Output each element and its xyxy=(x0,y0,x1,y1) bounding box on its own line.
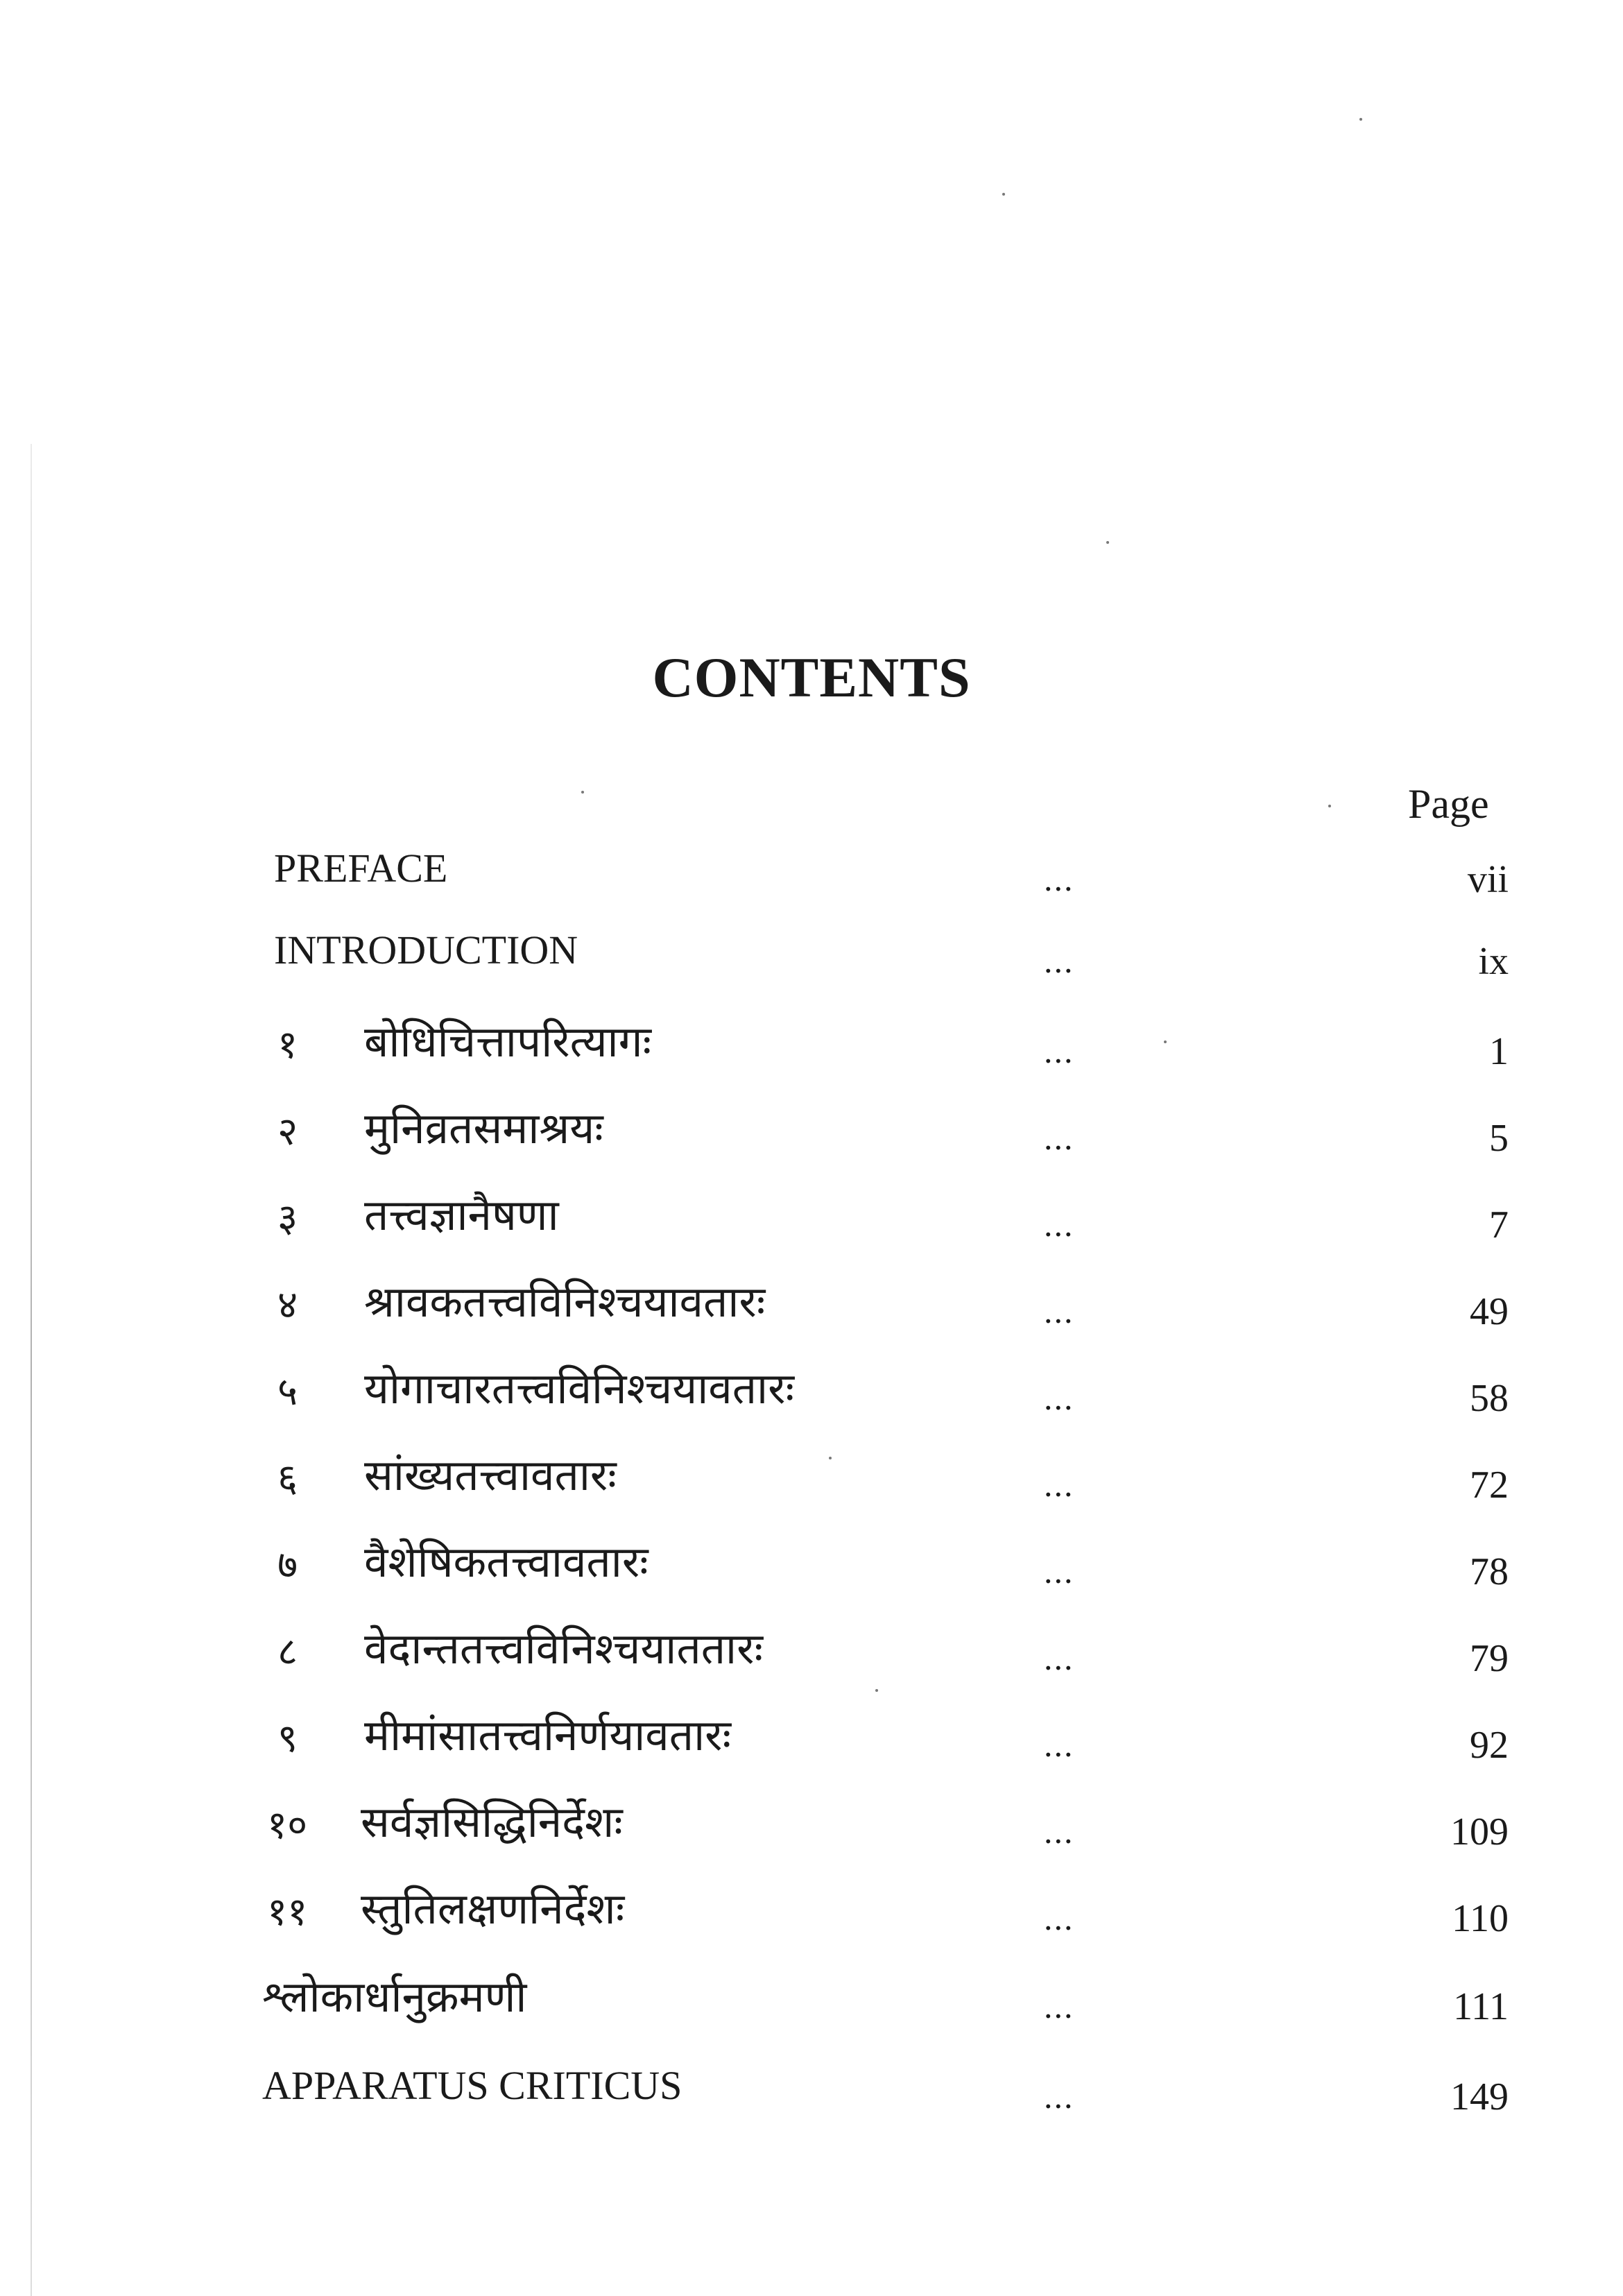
chapter-number: ६ xyxy=(277,1456,298,1501)
leader-dots: ... xyxy=(1044,2077,1074,2116)
page-number: 79 xyxy=(1470,1637,1509,1680)
entry-title: INTRODUCTION xyxy=(274,927,578,973)
entry-title: PREFACE xyxy=(274,846,448,891)
leader-dots: ... xyxy=(1044,1465,1074,1504)
toc-entry[interactable] xyxy=(0,1185,1623,1268)
entry-title: बोधिचित्तापरित्यागः xyxy=(364,1016,652,1067)
page-number: 92 xyxy=(1470,1724,1509,1767)
paper-speck xyxy=(1328,805,1331,807)
toc-entry[interactable] xyxy=(0,1792,1623,1875)
toc-entry[interactable] xyxy=(0,1878,1623,1962)
toc-entry[interactable] xyxy=(0,839,1623,923)
entry-title: मुनिव्रतसमाश्रयः xyxy=(364,1103,603,1154)
page-number: ix xyxy=(1478,940,1509,983)
page-number: 72 xyxy=(1470,1464,1509,1507)
page-number: 7 xyxy=(1489,1203,1509,1246)
leader-dots: ... xyxy=(1044,1031,1074,1070)
leader-dots: ... xyxy=(1044,1638,1074,1677)
page-number: 109 xyxy=(1450,1810,1509,1853)
chapter-number: ७ xyxy=(277,1543,298,1588)
toc-entry[interactable] xyxy=(0,1618,1623,1702)
entry-title: श्रावकतत्त्वविनिश्चयावतारः xyxy=(364,1276,766,1327)
leader-dots: ... xyxy=(1044,941,1074,980)
page-number: 78 xyxy=(1470,1550,1509,1593)
toc-entry[interactable] xyxy=(0,1011,1623,1095)
paper-speck xyxy=(1002,193,1005,196)
leader-dots: ... xyxy=(1044,1118,1074,1157)
leader-dots: ... xyxy=(1044,1987,1074,2025)
toc-entry[interactable] xyxy=(0,1532,1623,1615)
page-number: vii xyxy=(1467,858,1509,901)
entry-title: सांख्यतत्त्वावतारः xyxy=(364,1450,617,1500)
entry-title: वेदान्ततत्त्वविनिश्चयाततारः xyxy=(364,1623,763,1674)
leader-dots: ... xyxy=(1044,1378,1074,1417)
leader-dots: ... xyxy=(1044,1205,1074,1244)
toc-entry[interactable] xyxy=(0,1358,1623,1441)
paper-speck xyxy=(1106,541,1109,544)
leader-dots: ... xyxy=(1044,1552,1074,1591)
toc-entry[interactable] xyxy=(0,1967,1623,2050)
page-number: 149 xyxy=(1450,2075,1509,2118)
entry-title: मीमांसातत्त्वनिर्णयावतारः xyxy=(364,1710,732,1760)
toc-entry[interactable] xyxy=(0,1271,1623,1355)
page-number: 1 xyxy=(1489,1030,1509,1073)
chapter-number: १ xyxy=(277,1022,298,1068)
chapter-number: ३ xyxy=(277,1196,298,1241)
entry-title: वैशेषिकतत्त्वावतारः xyxy=(364,1536,649,1587)
page-number: 5 xyxy=(1489,1117,1509,1160)
paper-speck xyxy=(581,791,584,794)
entry-title: तत्त्वज्ञानैषणा xyxy=(364,1190,559,1240)
page-number: 111 xyxy=(1453,1985,1509,2028)
page-number: 110 xyxy=(1452,1897,1509,1940)
chapter-number: ४ xyxy=(277,1283,298,1328)
leader-dots: ... xyxy=(1044,1899,1074,1937)
entry-title: श्लोकार्धानुक्रमणी xyxy=(262,1971,527,2022)
toc-entry[interactable] xyxy=(0,1445,1623,1528)
entry-title: स्तुतिलक्षणनिर्देशः xyxy=(361,1883,625,1934)
leader-dots: ... xyxy=(1044,859,1074,898)
chapter-number: ९ xyxy=(277,1716,298,1761)
entry-title: APPARATUS CRITICUS xyxy=(262,2063,682,2108)
paper-speck xyxy=(1359,118,1362,121)
toc-entry[interactable] xyxy=(0,921,1623,1004)
page-title: CONTENTS xyxy=(652,646,971,709)
page-number: 58 xyxy=(1470,1377,1509,1420)
leader-dots: ... xyxy=(1044,1292,1074,1330)
toc-entry[interactable] xyxy=(0,1705,1623,1788)
entry-title: योगाचारतत्त्वविनिश्चयावतारः xyxy=(364,1363,795,1414)
leader-dots: ... xyxy=(1044,1812,1074,1851)
chapter-number: १० xyxy=(267,1803,308,1848)
toc-entry[interactable] xyxy=(0,1098,1623,1181)
leader-dots: ... xyxy=(1044,1725,1074,1764)
page-column-header: Page xyxy=(1408,781,1489,827)
chapter-number: ११ xyxy=(267,1890,308,1935)
entry-title: सर्वज्ञसिद्धिनिर्देशः xyxy=(361,1797,623,1847)
chapter-number: २ xyxy=(277,1109,298,1154)
toc-entry[interactable] xyxy=(0,2057,1623,2140)
chapter-number: ८ xyxy=(277,1629,298,1674)
page-number: 49 xyxy=(1470,1290,1509,1333)
chapter-number: ५ xyxy=(277,1369,298,1414)
